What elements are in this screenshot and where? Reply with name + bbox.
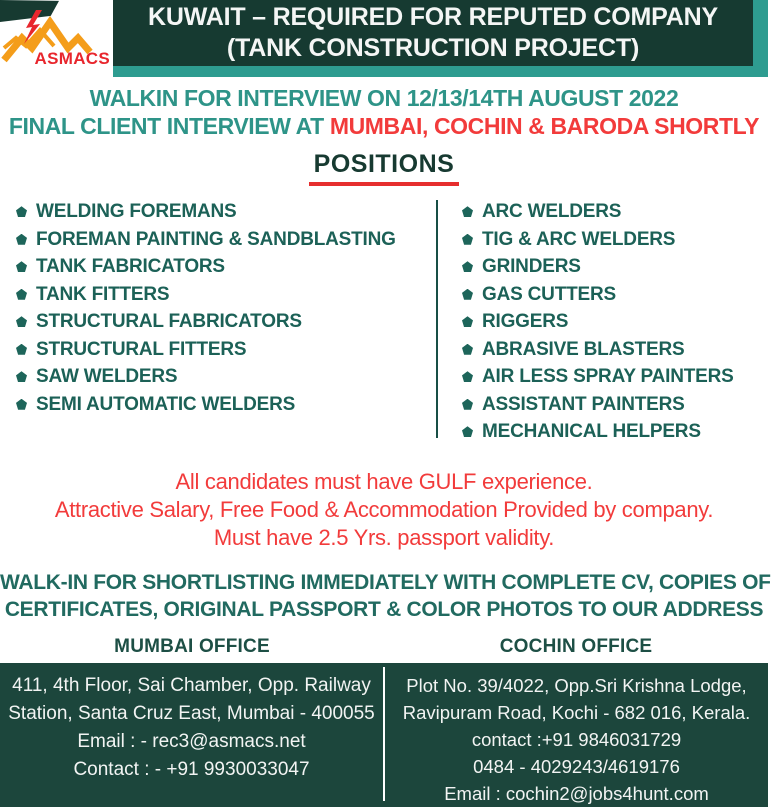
mumbai-address-line2: Station, Santa Cruz East, Mumbai - 400055 bbox=[8, 702, 375, 724]
pentagon-bullet-icon bbox=[462, 289, 473, 300]
position-item: GRINDERS bbox=[462, 253, 754, 281]
mumbai-email: Email : - rec3@asmacs.net bbox=[77, 730, 306, 752]
position-item: FOREMAN PAINTING & SANDBLASTING bbox=[16, 226, 436, 254]
mumbai-office-title: MUMBAI OFFICE bbox=[114, 635, 270, 657]
pentagon-bullet-icon bbox=[16, 206, 27, 217]
position-item: AIR LESS SPRAY PAINTERS bbox=[462, 363, 754, 391]
position-item: TANK FITTERS bbox=[16, 281, 436, 309]
asmacs-logo bbox=[0, 0, 113, 77]
position-item: SEMI AUTOMATIC WELDERS bbox=[16, 391, 436, 419]
position-item: ASSISTANT PAINTERS bbox=[462, 391, 754, 419]
pentagon-bullet-icon bbox=[462, 316, 473, 327]
pentagon-bullet-icon bbox=[16, 371, 27, 382]
cochin-address-line1: Plot No. 39/4022, Opp.Sri Krishna Lodge, bbox=[406, 674, 747, 696]
pentagon-bullet-icon bbox=[462, 426, 473, 437]
final-interview-prefix: FINAL CLIENT INTERVIEW AT bbox=[8, 113, 330, 139]
position-item: RIGGERS bbox=[462, 308, 754, 336]
pentagon-bullet-icon bbox=[16, 234, 27, 245]
position-item: SAW WELDERS bbox=[16, 363, 436, 391]
interview-info bbox=[0, 84, 768, 140]
pentagon-bullet-icon bbox=[462, 234, 473, 245]
pentagon-bullet-icon bbox=[462, 261, 473, 272]
position-item: TANK FABRICATORS bbox=[16, 253, 436, 281]
positions-columns bbox=[0, 198, 768, 446]
position-item: STRUCTURAL FABRICATORS bbox=[16, 308, 436, 336]
pentagon-bullet-icon bbox=[462, 344, 473, 355]
pentagon-bullet-icon bbox=[16, 344, 27, 355]
page-title-line1: KUWAIT – REQUIRED FOR REPUTED COMPANY bbox=[148, 3, 718, 31]
brand-name: ASMACS bbox=[34, 49, 110, 68]
pentagon-bullet-icon bbox=[462, 399, 473, 410]
pentagon-bullet-icon bbox=[16, 289, 27, 300]
position-item: ARC WELDERS bbox=[462, 198, 754, 226]
note-salary-food: Attractive Salary, Free Food & Accommodation Provided by company. bbox=[54, 496, 714, 522]
cochin-address-line2: Ravipuram Road, Kochi - 682 016, Kerala. bbox=[402, 701, 751, 723]
office-contact-box bbox=[0, 663, 768, 807]
shortlisting-line2: CERTIFICATES, ORIGINAL PASSPORT & COLOR PHOTOS TO OUR ADDRESS bbox=[4, 597, 764, 621]
mumbai-contact: Contact : - +91 9930033047 bbox=[73, 758, 310, 780]
pentagon-bullet-icon bbox=[16, 316, 27, 327]
header bbox=[0, 0, 768, 77]
cochin-email: Email : cochin2@jobs4hunt.com bbox=[444, 782, 709, 804]
position-item: GAS CUTTERS bbox=[462, 281, 754, 309]
final-interview-cities: MUMBAI, COCHIN & BARODA SHORTLY bbox=[329, 113, 760, 139]
positions-right-column bbox=[438, 198, 754, 446]
position-item: ABRASIVE BLASTERS bbox=[462, 336, 754, 364]
position-item: TIG & ARC WELDERS bbox=[462, 226, 754, 254]
header-banner bbox=[113, 0, 768, 77]
pentagon-bullet-icon bbox=[16, 399, 27, 410]
position-item: WELDING FOREMANS bbox=[16, 198, 436, 226]
note-gulf-experience: All candidates must have GULF experience. bbox=[175, 468, 593, 494]
pentagon-bullet-icon bbox=[462, 206, 473, 217]
walkin-date-line: WALKIN FOR INTERVIEW ON 12/13/14TH AUGUST 2022 bbox=[89, 85, 679, 111]
pentagon-bullet-icon bbox=[16, 261, 27, 272]
cochin-office-title: COCHIN OFFICE bbox=[499, 635, 653, 657]
cochin-contact2: 0484 - 4029243/4619176 bbox=[473, 755, 680, 777]
positions-title: POSITIONS bbox=[309, 150, 460, 186]
shortlisting-line1: WALK-IN FOR SHORTLISTING IMMEDIATELY WITH COMPLETE CV, COPIES OF bbox=[0, 570, 771, 594]
cochin-contact1: contact :+91 9846031729 bbox=[471, 728, 682, 750]
pentagon-bullet-icon bbox=[462, 371, 473, 382]
mumbai-office-details bbox=[0, 663, 383, 807]
note-passport-validity: Must have 2.5 Yrs. passport validity. bbox=[213, 524, 555, 550]
final-interview-line bbox=[0, 112, 768, 140]
page-title-line2: (TANK CONSTRUCTION PROJECT) bbox=[226, 34, 640, 62]
position-item: STRUCTURAL FITTERS bbox=[16, 336, 436, 364]
candidate-requirements bbox=[0, 468, 768, 552]
cochin-office-details bbox=[385, 663, 768, 807]
positions-section bbox=[0, 150, 768, 186]
positions-left-column bbox=[16, 198, 436, 446]
position-item: MECHANICAL HELPERS bbox=[462, 418, 754, 446]
mumbai-address-line1: 411, 4th Floor, Sai Chamber, Opp. Railway bbox=[12, 674, 371, 696]
office-headers bbox=[0, 636, 768, 658]
shortlisting-instructions bbox=[0, 569, 771, 623]
